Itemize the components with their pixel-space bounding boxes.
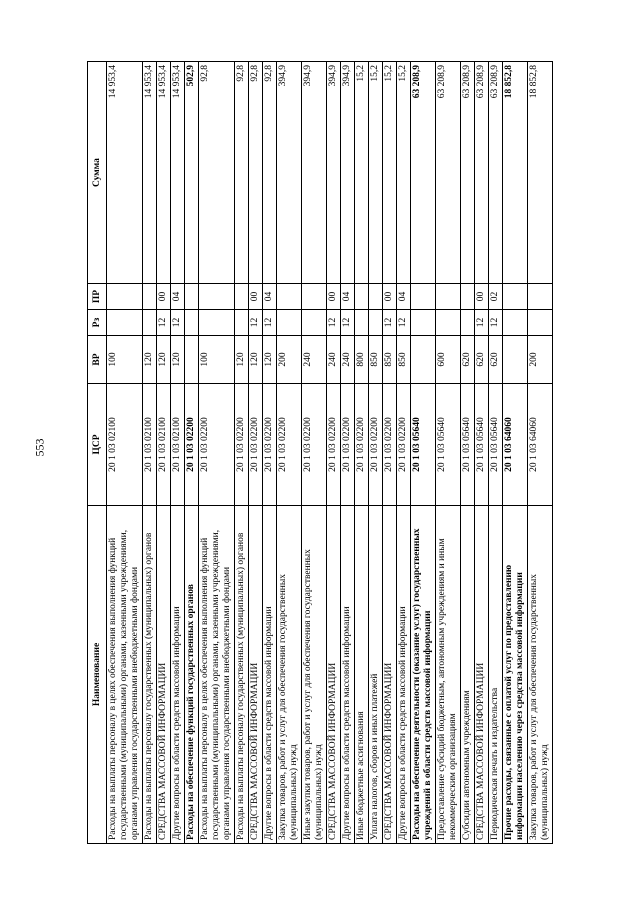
cell-name: Субсидии автономным учреждениям	[461, 506, 475, 844]
cell-csr: 20 1 03 64060	[503, 384, 528, 506]
header-pr: ПР	[88, 284, 107, 310]
cell-vr: 800	[355, 336, 369, 384]
cell-pr: 04	[171, 284, 185, 310]
cell-sum: 15,2	[355, 62, 369, 284]
table-row	[199, 62, 235, 844]
table-row	[411, 62, 436, 844]
table-row	[263, 62, 277, 844]
cell-sum: 14 953,4	[107, 62, 143, 284]
table-row	[528, 62, 553, 844]
cell-pr: 04	[397, 284, 411, 310]
cell-pr: 00	[249, 284, 263, 310]
cell-pr: 00	[383, 284, 397, 310]
table-row	[461, 62, 475, 844]
cell-vr: 240	[302, 336, 327, 384]
cell-name: Предоставление субсидий бюджетным, автономным учреждениям и иным некоммерческим организациям	[436, 506, 461, 844]
table-row	[107, 62, 143, 844]
cell-pr: 00	[327, 284, 341, 310]
cell-rz	[461, 310, 475, 336]
cell-name: СРЕДСТВА МАССОВОЙ ИНФОРМАЦИИ	[383, 506, 397, 844]
cell-sum: 63 208,9	[436, 62, 461, 284]
cell-vr: 120	[263, 336, 277, 384]
cell-csr: 20 1 03 02200	[355, 384, 369, 506]
rotated-page-content	[87, 62, 553, 844]
cell-rz: 12	[341, 310, 355, 336]
cell-rz: 12	[263, 310, 277, 336]
cell-rz: 12	[489, 310, 503, 336]
cell-rz: 12	[171, 310, 185, 336]
cell-sum: 502,9	[185, 62, 199, 284]
cell-rz	[185, 310, 199, 336]
cell-rz: 12	[327, 310, 341, 336]
cell-csr: 20 1 03 02200	[397, 384, 411, 506]
cell-csr: 20 1 03 02200	[263, 384, 277, 506]
cell-sum: 394,9	[327, 62, 341, 284]
cell-sum: 63 208,9	[411, 62, 436, 284]
cell-sum: 92,8	[249, 62, 263, 284]
header-vr: ВР	[88, 336, 107, 384]
cell-vr: 620	[489, 336, 503, 384]
table-row	[369, 62, 383, 844]
cell-pr	[185, 284, 199, 310]
cell-vr: 850	[383, 336, 397, 384]
header-name: Наименование	[88, 506, 107, 844]
cell-vr: 120	[157, 336, 171, 384]
cell-vr: 100	[199, 336, 235, 384]
cell-csr: 20 1 03 64060	[528, 384, 553, 506]
cell-csr: 20 1 03 05640	[411, 384, 436, 506]
cell-sum: 394,9	[277, 62, 302, 284]
cell-csr: 20 1 03 05640	[436, 384, 461, 506]
cell-csr: 20 1 03 02200	[277, 384, 302, 506]
cell-csr: 20 1 03 02200	[383, 384, 397, 506]
header-sum: Сумма	[88, 62, 107, 284]
cell-sum: 18 852,8	[528, 62, 553, 284]
table-header-row	[88, 62, 107, 844]
cell-pr	[503, 284, 528, 310]
cell-vr: 120	[249, 336, 263, 384]
header-rz: Рз	[88, 310, 107, 336]
cell-name: Расходы на выплаты персоналу государственных (муниципальных) органов	[143, 506, 157, 844]
cell-sum: 63 208,9	[475, 62, 489, 284]
cell-pr	[302, 284, 327, 310]
header-csr: ЦСР	[88, 384, 107, 506]
cell-rz	[277, 310, 302, 336]
cell-sum: 15,2	[369, 62, 383, 284]
cell-rz: 12	[383, 310, 397, 336]
cell-csr: 20 1 03 02200	[327, 384, 341, 506]
cell-csr: 20 1 03 02200	[369, 384, 383, 506]
table-row	[302, 62, 327, 844]
cell-name: Расходы на выплаты персоналу в целях обеспечения выполнения функций государственными (муниципальными) органами, казенными учреждениями, органами управления государственными внебюджетными фондами	[199, 506, 235, 844]
cell-vr: 120	[235, 336, 249, 384]
cell-sum: 14 953,4	[143, 62, 157, 284]
cell-sum: 92,8	[199, 62, 235, 284]
cell-vr: 600	[436, 336, 461, 384]
table-row	[341, 62, 355, 844]
table-row	[436, 62, 461, 844]
cell-pr: 00	[475, 284, 489, 310]
cell-sum: 15,2	[397, 62, 411, 284]
cell-rz	[143, 310, 157, 336]
cell-sum: 14 953,4	[171, 62, 185, 284]
cell-sum: 394,9	[341, 62, 355, 284]
cell-sum: 63 208,9	[461, 62, 475, 284]
cell-rz	[355, 310, 369, 336]
cell-name: Иные закупки товаров, работ и услуг для обеспечения государственных (муниципальных) нужд	[302, 506, 327, 844]
table-row	[383, 62, 397, 844]
cell-csr: 20 1 03 02200	[249, 384, 263, 506]
cell-name: Другие вопросы в области средств массовой информации	[263, 506, 277, 844]
cell-sum: 394,9	[302, 62, 327, 284]
cell-csr: 20 1 03 02100	[107, 384, 143, 506]
cell-sum: 92,8	[235, 62, 249, 284]
cell-name: Другие вопросы в области средств массовой информации	[171, 506, 185, 844]
cell-rz	[436, 310, 461, 336]
cell-pr	[199, 284, 235, 310]
table-row	[249, 62, 263, 844]
cell-name: Закупка товаров, работ и услуг для обеспечения государственных (муниципальных) нужд	[277, 506, 302, 844]
budget-table	[87, 61, 553, 844]
cell-vr: 850	[369, 336, 383, 384]
cell-rz: 12	[249, 310, 263, 336]
page-number: 553	[32, 438, 47, 457]
cell-vr: 620	[475, 336, 489, 384]
cell-rz: 12	[397, 310, 411, 336]
cell-pr	[235, 284, 249, 310]
cell-csr: 20 1 03 05640	[475, 384, 489, 506]
cell-name: СРЕДСТВА МАССОВОЙ ИНФОРМАЦИИ	[475, 506, 489, 844]
cell-sum: 14 953,4	[157, 62, 171, 284]
cell-vr: 850	[397, 336, 411, 384]
cell-rz	[528, 310, 553, 336]
cell-vr	[411, 336, 436, 384]
cell-vr: 240	[327, 336, 341, 384]
cell-pr	[369, 284, 383, 310]
cell-rz	[107, 310, 143, 336]
cell-name: Закупка товаров, работ и услуг для обеспечения государственных (муниципальных) нужд	[528, 506, 553, 844]
cell-name: Периодическая печать и издательства	[489, 506, 503, 844]
cell-pr	[277, 284, 302, 310]
cell-vr: 200	[528, 336, 553, 384]
table-row	[503, 62, 528, 844]
cell-sum: 63 208,9	[489, 62, 503, 284]
cell-vr: 120	[143, 336, 157, 384]
cell-pr: 04	[341, 284, 355, 310]
cell-name: Уплата налогов, сборов и иных платежей	[369, 506, 383, 844]
cell-sum: 15,2	[383, 62, 397, 284]
cell-pr	[528, 284, 553, 310]
cell-csr: 20 1 03 02200	[302, 384, 327, 506]
table-row	[235, 62, 249, 844]
cell-rz	[503, 310, 528, 336]
cell-rz	[302, 310, 327, 336]
cell-pr	[411, 284, 436, 310]
table-row	[277, 62, 302, 844]
cell-pr	[461, 284, 475, 310]
cell-name: Прочие расходы, связанные с оплатой услуг по предоставлению информации населению через средства массовой информации	[503, 506, 528, 844]
cell-name: Расходы на обеспечение функций государственных органов	[185, 506, 199, 844]
cell-name: Расходы на обеспечение деятельности (оказание услуг) государственных учреждений в области средств массовой информации	[411, 506, 436, 844]
cell-rz: 12	[157, 310, 171, 336]
cell-sum: 18 852,8	[503, 62, 528, 284]
cell-name: Расходы на выплаты персоналу государственных (муниципальных) органов	[235, 506, 249, 844]
table-row	[327, 62, 341, 844]
cell-rz	[411, 310, 436, 336]
cell-name: Расходы на выплаты персоналу в целях обеспечения выполнения функций государственными (муниципальными) органами, казенными учреждениями, органами управления государственными внебюджетными фондами	[107, 506, 143, 844]
table-row	[185, 62, 199, 844]
cell-csr: 20 1 03 02100	[171, 384, 185, 506]
cell-rz	[235, 310, 249, 336]
table-row	[355, 62, 369, 844]
cell-pr	[143, 284, 157, 310]
cell-vr: 240	[341, 336, 355, 384]
cell-csr: 20 1 03 02200	[235, 384, 249, 506]
cell-csr: 20 1 03 05640	[461, 384, 475, 506]
table-row	[489, 62, 503, 844]
cell-csr: 20 1 03 02200	[199, 384, 235, 506]
cell-name: Другие вопросы в области средств массовой информации	[397, 506, 411, 844]
table-row	[397, 62, 411, 844]
table-body	[107, 62, 553, 844]
cell-pr: 00	[157, 284, 171, 310]
table-row	[157, 62, 171, 844]
cell-csr: 20 1 03 02200	[185, 384, 199, 506]
cell-vr: 120	[171, 336, 185, 384]
cell-sum: 92,8	[263, 62, 277, 284]
cell-vr: 200	[277, 336, 302, 384]
cell-pr	[355, 284, 369, 310]
cell-vr	[185, 336, 199, 384]
cell-csr: 20 1 03 02200	[341, 384, 355, 506]
table-row	[475, 62, 489, 844]
cell-csr: 20 1 03 02100	[143, 384, 157, 506]
cell-pr	[107, 284, 143, 310]
cell-name: СРЕДСТВА МАССОВОЙ ИНФОРМАЦИИ	[157, 506, 171, 844]
cell-rz: 12	[475, 310, 489, 336]
cell-pr: 04	[263, 284, 277, 310]
cell-name: Другие вопросы в области средств массовой информации	[341, 506, 355, 844]
cell-vr: 100	[107, 336, 143, 384]
cell-vr: 620	[461, 336, 475, 384]
table-row	[171, 62, 185, 844]
cell-name: СРЕДСТВА МАССОВОЙ ИНФОРМАЦИИ	[327, 506, 341, 844]
table-row	[143, 62, 157, 844]
cell-rz	[199, 310, 235, 336]
cell-rz	[369, 310, 383, 336]
cell-csr: 20 1 03 05640	[489, 384, 503, 506]
cell-csr: 20 1 03 02100	[157, 384, 171, 506]
cell-name: Иные бюджетные ассигнования	[355, 506, 369, 844]
cell-pr: 02	[489, 284, 503, 310]
cell-vr	[503, 336, 528, 384]
cell-pr	[436, 284, 461, 310]
cell-name: СРЕДСТВА МАССОВОЙ ИНФОРМАЦИИ	[249, 506, 263, 844]
